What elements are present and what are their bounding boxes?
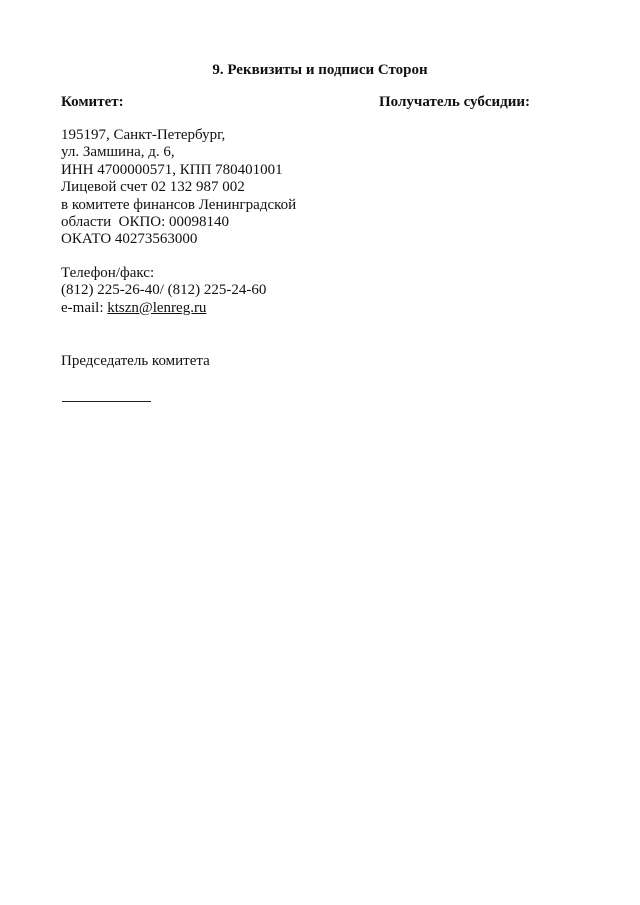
signer-title: Председатель комитета [61,353,210,369]
email-link[interactable]: ktszn@lenreg.ru [107,299,207,316]
email-line [61,300,266,317]
address-city: 195197, Санкт-Петербург, [61,127,226,143]
committee-contacts [61,265,266,317]
committee-details [61,127,296,249]
account-number: Лицевой счет 02 132 987 002 [61,179,245,196]
email-label: e-mail: [61,299,108,316]
phone-label: Телефон/факс: [61,265,155,281]
account-bank: в комитете финансов Ленинградской [61,196,297,213]
signature-line [62,401,151,402]
address-street: ул. Замшина, д. 6, [61,144,175,161]
okato: ОКАТО 40273563000 [61,231,198,248]
recipient-heading: Получатель субсидии: [379,94,531,110]
phone-value: (812) 225-26-40/ (812) 225-24-60 [61,282,267,299]
section-title: 9. Реквизиты и подписи Сторон [212,62,428,78]
inn-kpp: ИНН 4700000571, КПП 780401001 [61,161,283,178]
okpo: области ОКПО: 00098140 [61,213,230,230]
committee-heading: Комитет: [61,94,124,110]
